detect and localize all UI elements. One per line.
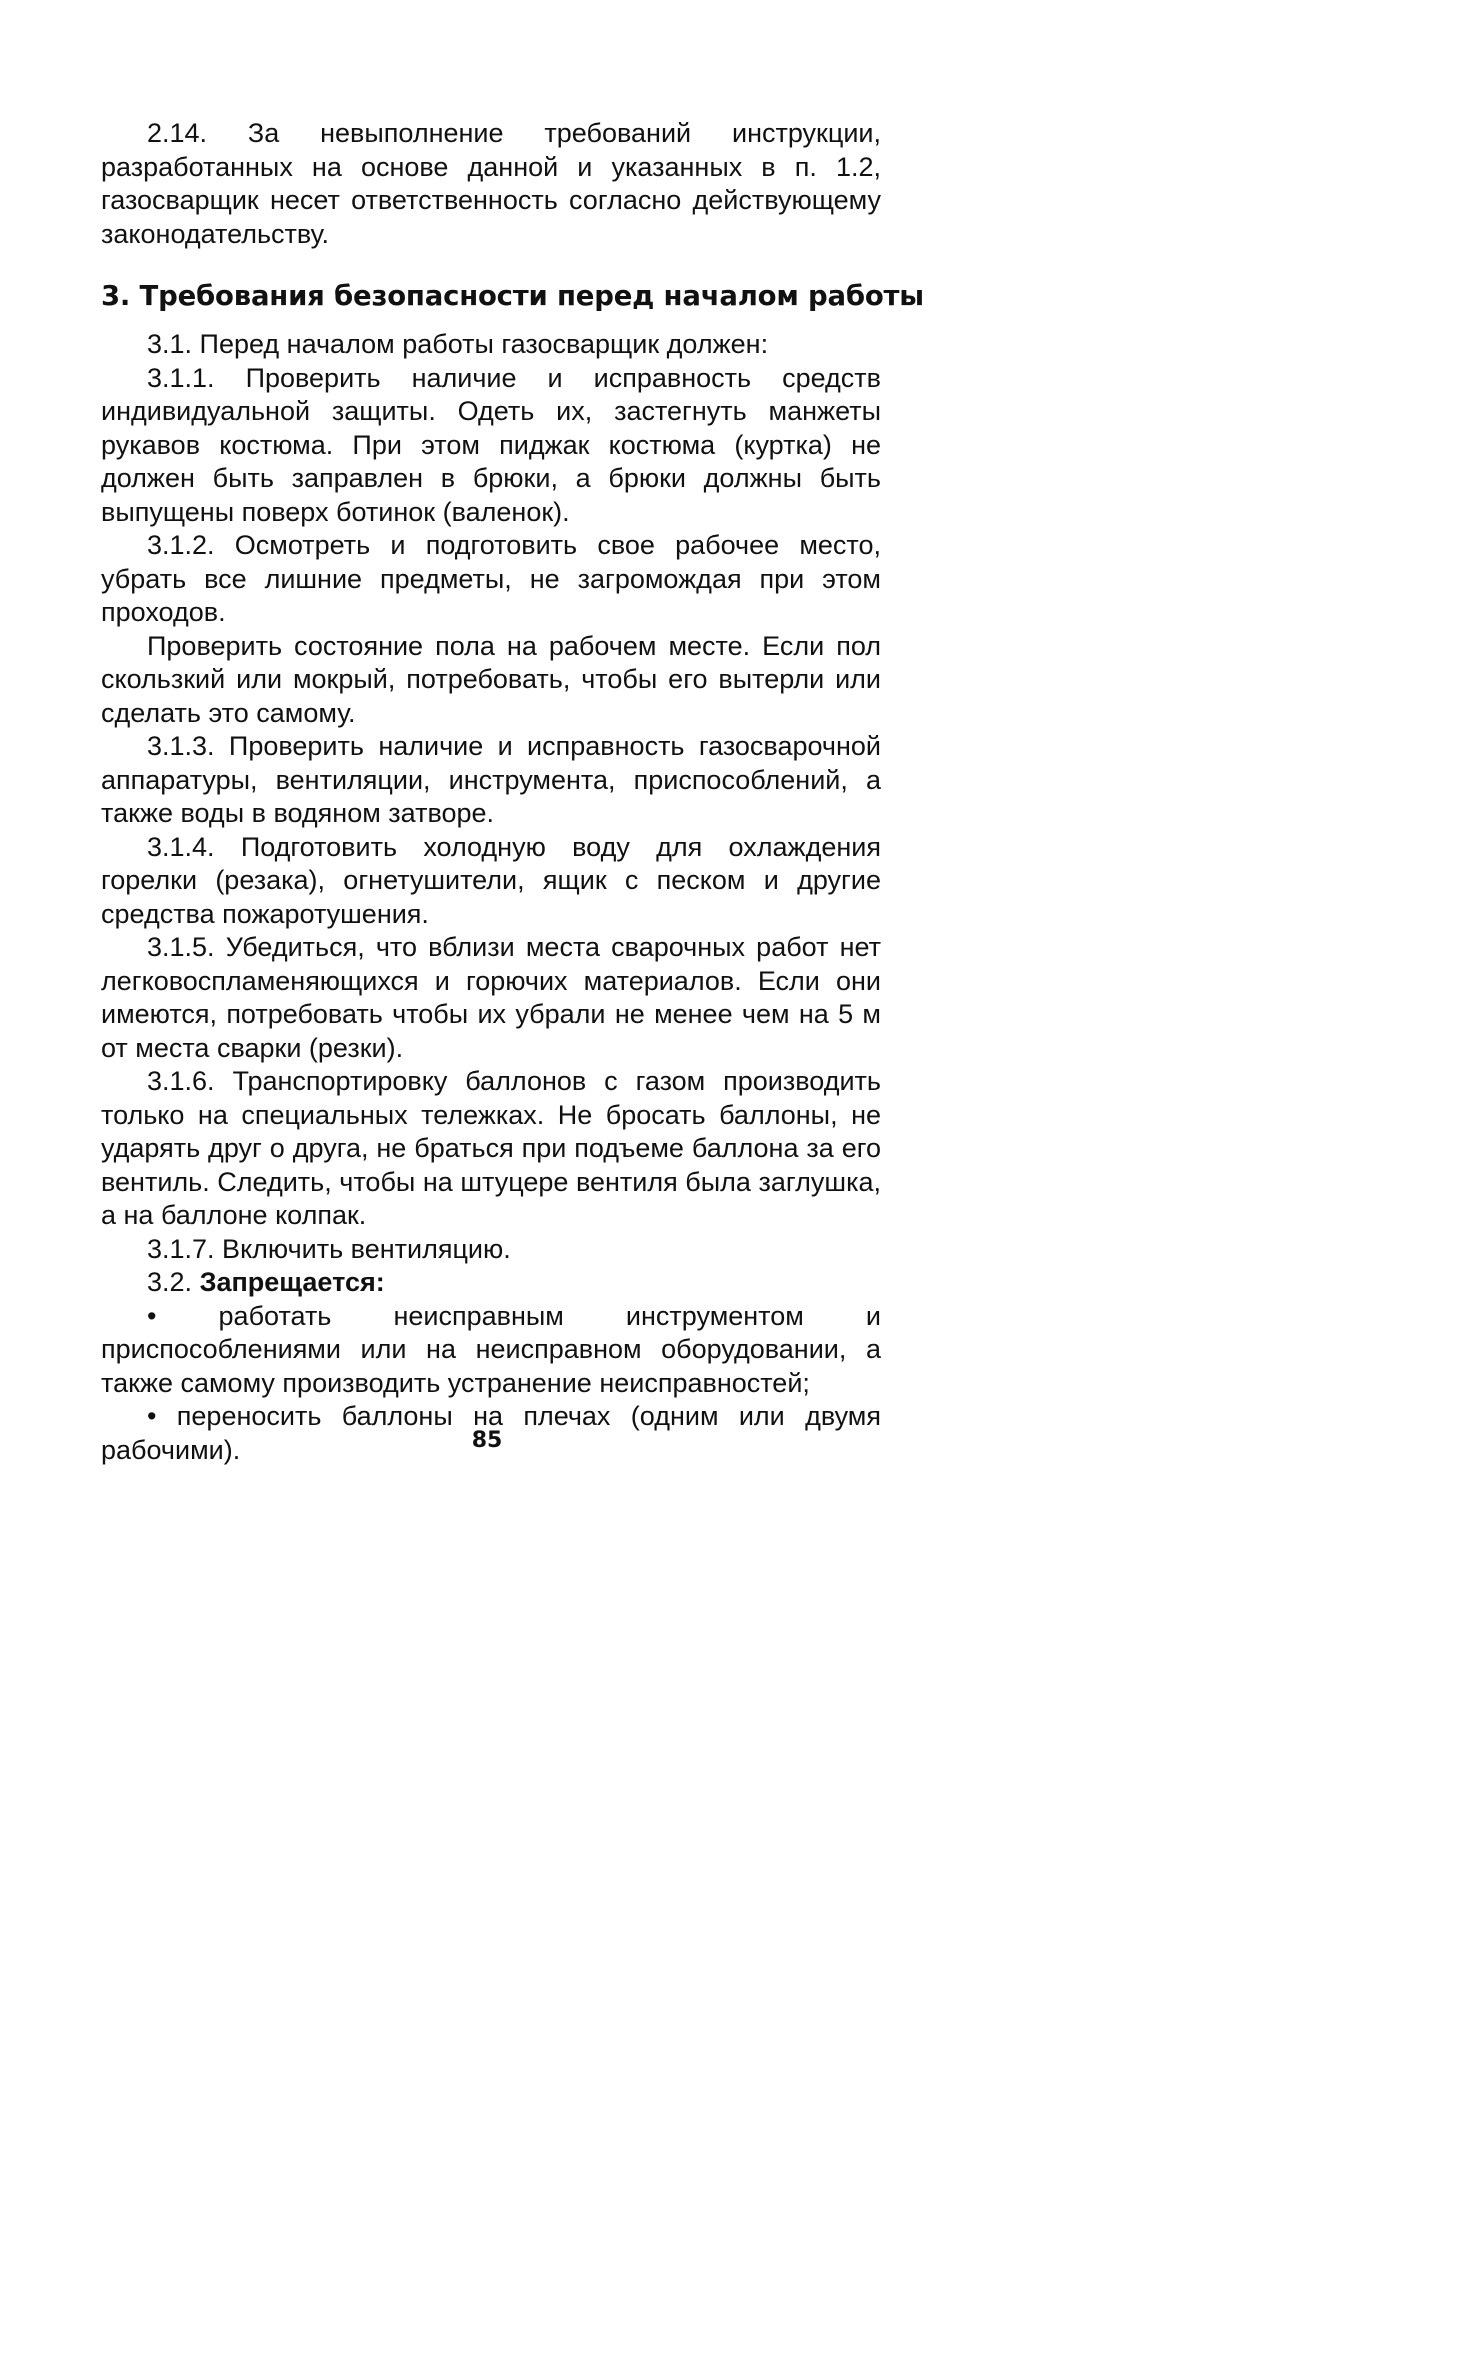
paragraph-3-1-2: 3.1.2. Осмотреть и подготовить свое рабочее место, убрать все лишние предметы, не загромождая при этом проходов.	[101, 530, 881, 627]
section-heading: 3. Требования безопасности перед началом работы	[101, 280, 924, 312]
page-number: 85	[471, 1428, 503, 1453]
paragraph-3-1-3: 3.1.3. Проверить наличие и исправность газосварочной аппаратуры, вентиляции, инструмента, приспособлений, а также воды в водяном затворе.	[101, 731, 881, 828]
document-page	[101, 117, 924, 1467]
paragraph-3-1-5: 3.1.5. Убедиться, что вблизи места сварочных работ нет легковоспламеняющихся и горючих материалов. Если они имеются, потребовать чтобы их убрали не менее чем на 5 м от места сварки (резки).	[101, 932, 881, 1063]
paragraph-3-1-7: 3.1.7. Включить вентиляцию.	[147, 1233, 511, 1264]
paragraph-3-1-6: 3.1.6. Транспортировку баллонов с газом производить только на специальных тележках. Не бросать баллоны, не ударять друг о друга, не браться при подъеме баллона за его вентиль. Следить, чтобы на штуцере вентиля была заглушка, а на баллоне колпак.	[101, 1066, 881, 1230]
paragraph-floor-check: Проверить состояние пола на рабочем месте. Если пол скользкий или мокрый, потребовать, чтобы его вытерли или сделать это самому.	[101, 630, 881, 728]
bullet-item: • работать неисправным инструментом и приспособлениями или на неисправном оборудовании, а также самому производить устранение неисправностей;	[101, 1300, 881, 1398]
paragraph-3-1: 3.1. Перед началом работы газосварщик должен:	[147, 329, 769, 359]
bullet-item: • переносить баллоны на плечах (одним или двумя рабочими).	[101, 1401, 881, 1465]
paragraph-3-2	[101, 1266, 881, 1300]
prohibition-number: 3.2.	[147, 1267, 193, 1297]
paragraph-2-14: 2.14. За невыполнение требований инструкции, разработанных на основе данной и указанных в п. 1.2, газосварщик несет ответственность согласно действующему законодательству.	[101, 118, 881, 249]
paragraph-3-1-1: 3.1.1. Проверить наличие и исправность средств индивидуальной защиты. Одеть их, застегнуть манжеты рукавов костюма. При этом пиджак костюма (куртка) не должен быть заправлен в брюки, а брюки должны быть выпущены поверх ботинок (валенок).	[101, 362, 881, 527]
prohibition-label: Запрещается:	[199, 1267, 385, 1297]
paragraph-3-1-4: 3.1.4. Подготовить холодную воду для охлаждения горелки (резака), огнетушители, ящик с песком и другие средства пожаротушения.	[101, 831, 881, 929]
